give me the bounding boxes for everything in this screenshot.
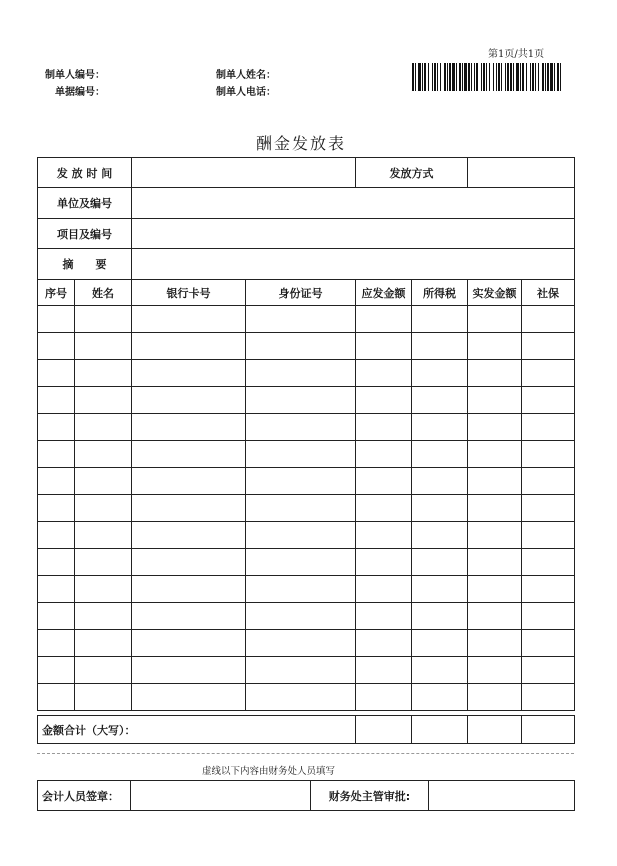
table-row	[38, 441, 575, 468]
unit-row	[38, 188, 575, 219]
cell-index[interactable]	[38, 657, 75, 684]
issue-row	[38, 158, 575, 188]
cell-name[interactable]	[75, 657, 132, 684]
cell-gross-amount[interactable]	[356, 387, 412, 414]
cell-social-security[interactable]	[522, 549, 575, 576]
cell-income-tax[interactable]	[412, 630, 468, 657]
cell-gross-amount[interactable]	[356, 333, 412, 360]
cell-index[interactable]	[38, 468, 75, 495]
cell-index[interactable]	[38, 522, 75, 549]
cell-gross-amount[interactable]	[356, 360, 412, 387]
cell-bank-card[interactable]	[132, 414, 246, 441]
cell-gross-amount[interactable]	[356, 549, 412, 576]
cell-income-tax[interactable]	[412, 522, 468, 549]
col-header-index: 序号	[38, 280, 75, 306]
page-indicator: 第1页/共1页	[488, 49, 545, 60]
cell-gross-amount[interactable]	[356, 684, 412, 711]
cell-gross-amount[interactable]	[356, 414, 412, 441]
total-table	[37, 715, 575, 744]
cell-net-amount[interactable]	[468, 387, 522, 414]
cell-net-amount[interactable]	[468, 414, 522, 441]
total-row	[38, 716, 575, 744]
cell-index[interactable]	[38, 549, 75, 576]
cell-income-tax[interactable]	[412, 576, 468, 603]
cell-name[interactable]	[75, 441, 132, 468]
project-field[interactable]	[132, 219, 575, 249]
cell-name[interactable]	[75, 549, 132, 576]
cell-gross-amount[interactable]	[356, 657, 412, 684]
cell-gross-amount[interactable]	[356, 603, 412, 630]
cell-net-amount[interactable]	[468, 603, 522, 630]
cell-income-tax[interactable]	[412, 441, 468, 468]
cell-bank-card[interactable]	[132, 468, 246, 495]
cell-bank-card[interactable]	[132, 495, 246, 522]
cell-net-amount[interactable]	[468, 549, 522, 576]
creator-name-label: 制单人姓名：	[216, 70, 276, 81]
cell-index[interactable]	[38, 333, 75, 360]
dashed-separator	[37, 753, 574, 754]
cell-id-number[interactable]	[246, 576, 356, 603]
cell-income-tax[interactable]	[412, 360, 468, 387]
project-row	[38, 219, 575, 249]
cell-index[interactable]	[38, 441, 75, 468]
cell-id-number[interactable]	[246, 630, 356, 657]
table-row	[38, 576, 575, 603]
cell-gross-amount[interactable]	[356, 495, 412, 522]
cell-net-amount[interactable]	[468, 333, 522, 360]
cell-bank-card[interactable]	[132, 306, 246, 333]
cell-social-security[interactable]	[522, 657, 575, 684]
cell-gross-amount[interactable]	[356, 576, 412, 603]
cell-income-tax[interactable]	[412, 414, 468, 441]
cell-index[interactable]	[38, 306, 75, 333]
cell-name[interactable]	[75, 630, 132, 657]
cell-id-number[interactable]	[246, 495, 356, 522]
cell-income-tax[interactable]	[412, 387, 468, 414]
col-header-net-amount: 实发金额	[468, 280, 522, 306]
issue-time-label: 发 放 时 间	[38, 158, 132, 188]
cell-index[interactable]	[38, 495, 75, 522]
cell-gross-amount[interactable]	[356, 630, 412, 657]
summary-row	[38, 249, 575, 280]
cell-index[interactable]	[38, 630, 75, 657]
total-gross-cell[interactable]	[356, 716, 412, 744]
cell-social-security[interactable]	[522, 495, 575, 522]
table-row	[38, 630, 575, 657]
cell-name[interactable]	[75, 387, 132, 414]
cell-index[interactable]	[38, 576, 75, 603]
cell-index[interactable]	[38, 387, 75, 414]
cell-bank-card[interactable]	[132, 630, 246, 657]
cell-bank-card[interactable]	[132, 360, 246, 387]
issue-method-field[interactable]	[468, 158, 575, 188]
cell-name[interactable]	[75, 684, 132, 711]
cell-net-amount[interactable]	[468, 441, 522, 468]
col-header-income-tax: 所得税	[412, 280, 468, 306]
cell-bank-card[interactable]	[132, 549, 246, 576]
cell-income-tax[interactable]	[412, 468, 468, 495]
cell-income-tax[interactable]	[412, 495, 468, 522]
cell-net-amount[interactable]	[468, 657, 522, 684]
cell-income-tax[interactable]	[412, 333, 468, 360]
cell-income-tax[interactable]	[412, 306, 468, 333]
cell-income-tax[interactable]	[412, 657, 468, 684]
cell-bank-card[interactable]	[132, 657, 246, 684]
table-row	[38, 549, 575, 576]
cell-social-security[interactable]	[522, 630, 575, 657]
cell-index[interactable]	[38, 603, 75, 630]
cell-net-amount[interactable]	[468, 468, 522, 495]
accountant-label: 会计人员签章：	[38, 781, 131, 811]
table-row	[38, 414, 575, 441]
cell-name[interactable]	[75, 522, 132, 549]
cell-name[interactable]	[75, 414, 132, 441]
cell-bank-card[interactable]	[132, 603, 246, 630]
cell-social-security[interactable]	[522, 306, 575, 333]
table-row	[38, 657, 575, 684]
col-header-bank-card: 银行卡号	[132, 280, 246, 306]
col-header-gross-amount: 应发金额	[356, 280, 412, 306]
creator-id-label: 制单人编号：	[45, 70, 105, 81]
signature-table	[37, 780, 575, 811]
cell-net-amount[interactable]	[468, 522, 522, 549]
cell-social-security[interactable]	[522, 522, 575, 549]
document-title: 酬金发放表	[256, 134, 347, 153]
table-row	[38, 333, 575, 360]
cell-name[interactable]	[75, 333, 132, 360]
cell-social-security[interactable]	[522, 576, 575, 603]
total-tax-cell[interactable]	[412, 716, 468, 744]
cell-name[interactable]	[75, 360, 132, 387]
total-net-cell[interactable]	[468, 716, 522, 744]
cell-net-amount[interactable]	[468, 306, 522, 333]
unit-field[interactable]	[132, 188, 575, 219]
col-header-id-number: 身份证号	[246, 280, 356, 306]
table-row	[38, 684, 575, 711]
cell-id-number[interactable]	[246, 657, 356, 684]
finance-note: 虚线以下内容由财务处人员填写	[202, 766, 336, 777]
cell-index[interactable]	[38, 360, 75, 387]
summary-label: 摘 要	[38, 249, 132, 280]
summary-field[interactable]	[132, 249, 575, 280]
cell-social-security[interactable]	[522, 360, 575, 387]
cell-social-security[interactable]	[522, 333, 575, 360]
cell-index[interactable]	[38, 684, 75, 711]
cell-id-number[interactable]	[246, 684, 356, 711]
creator-phone-label: 制单人电话：	[216, 87, 276, 98]
total-label: 金额合计（大写）：	[38, 716, 356, 744]
cell-bank-card[interactable]	[132, 387, 246, 414]
barcode-bar	[561, 63, 562, 91]
cell-id-number[interactable]	[246, 333, 356, 360]
cell-bank-card[interactable]	[132, 684, 246, 711]
cell-net-amount[interactable]	[468, 630, 522, 657]
project-label: 项目及编号	[38, 219, 132, 249]
cell-net-amount[interactable]	[468, 360, 522, 387]
cell-id-number[interactable]	[246, 306, 356, 333]
cell-bank-card[interactable]	[132, 522, 246, 549]
cell-id-number[interactable]	[246, 468, 356, 495]
cell-bank-card[interactable]	[132, 333, 246, 360]
cell-income-tax[interactable]	[412, 549, 468, 576]
table-row	[38, 306, 575, 333]
payment-table	[37, 157, 575, 711]
cell-net-amount[interactable]	[468, 684, 522, 711]
cell-gross-amount[interactable]	[356, 441, 412, 468]
cell-id-number[interactable]	[246, 549, 356, 576]
table-row	[38, 468, 575, 495]
cell-social-security[interactable]	[522, 468, 575, 495]
issue-time-field[interactable]	[132, 158, 356, 188]
cell-gross-amount[interactable]	[356, 306, 412, 333]
accountant-signature-field[interactable]	[131, 781, 311, 811]
cell-name[interactable]	[75, 576, 132, 603]
cell-id-number[interactable]	[246, 603, 356, 630]
cell-gross-amount[interactable]	[356, 468, 412, 495]
table-row	[38, 522, 575, 549]
table-row	[38, 360, 575, 387]
cell-social-security[interactable]	[522, 441, 575, 468]
cell-id-number[interactable]	[246, 360, 356, 387]
cell-social-security[interactable]	[522, 684, 575, 711]
unit-label: 单位及编号	[38, 188, 132, 219]
cell-id-number[interactable]	[246, 441, 356, 468]
cell-social-security[interactable]	[522, 387, 575, 414]
supervisor-label: 财务处主管审批:	[311, 781, 429, 811]
cell-social-security[interactable]	[522, 603, 575, 630]
cell-net-amount[interactable]	[468, 576, 522, 603]
cell-id-number[interactable]	[246, 522, 356, 549]
cell-income-tax[interactable]	[412, 684, 468, 711]
cell-name[interactable]	[75, 495, 132, 522]
cell-social-security[interactable]	[522, 414, 575, 441]
cell-gross-amount[interactable]	[356, 522, 412, 549]
cell-index[interactable]	[38, 414, 75, 441]
table-row	[38, 495, 575, 522]
cell-net-amount[interactable]	[468, 495, 522, 522]
cell-id-number[interactable]	[246, 387, 356, 414]
issue-method-label: 发放方式	[356, 158, 468, 188]
barcode-graphic	[412, 63, 564, 91]
table-row	[38, 387, 575, 414]
cell-id-number[interactable]	[246, 414, 356, 441]
supervisor-approval-field[interactable]	[429, 781, 575, 811]
cell-name[interactable]	[75, 603, 132, 630]
cell-bank-card[interactable]	[132, 576, 246, 603]
total-social-cell[interactable]	[522, 716, 575, 744]
cell-income-tax[interactable]	[412, 603, 468, 630]
signature-row	[38, 781, 575, 811]
col-header-name: 姓名	[75, 280, 132, 306]
cell-name[interactable]	[75, 306, 132, 333]
col-header-social-security: 社保	[522, 280, 575, 306]
cell-bank-card[interactable]	[132, 441, 246, 468]
cell-name[interactable]	[75, 468, 132, 495]
doc-id-label: 单据编号：	[55, 87, 105, 98]
table-row	[38, 603, 575, 630]
column-header-row	[38, 280, 575, 306]
